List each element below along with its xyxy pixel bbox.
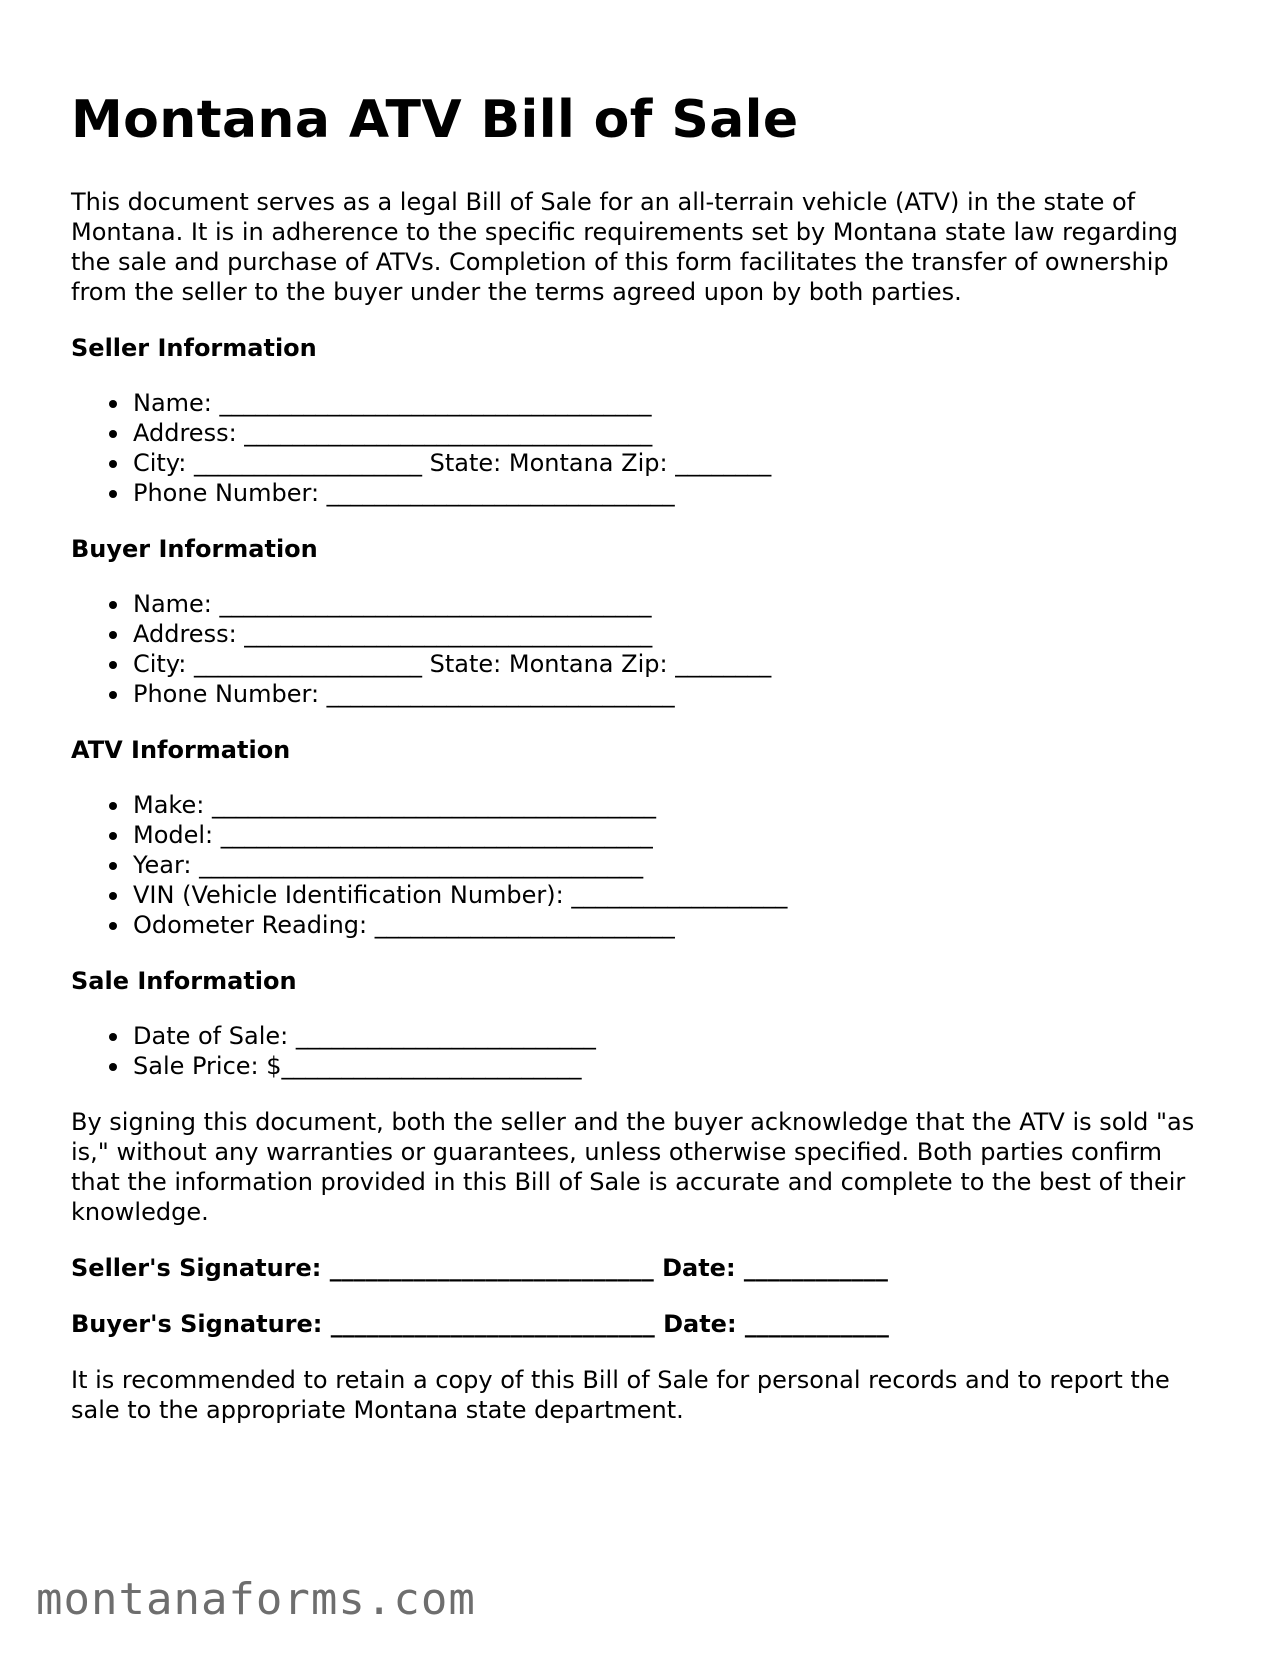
- sale-section-heading: Sale Information: [71, 967, 297, 995]
- intro-paragraph: This document serves as a legal Bill of Sale for an all-terrain vehicle (ATV) in the state of Montana. It is in adherence to the specific requirements set by Montana state law regarding the sale and purchase of ATVs. Completion of this form facilitates the transfer of ownership from the seller to the buyer under the terms agreed upon by both parties.: [71, 188, 1178, 306]
- sale-fields-list: [71, 1021, 1211, 1081]
- seller-signature-line: Seller's Signature: ___________________________ Date: ____________: [71, 1254, 888, 1282]
- atv-odometer-field: Odometer Reading: _________________________: [133, 910, 1211, 940]
- closing-paragraph: It is recommended to retain a copy of this Bill of Sale for personal records and to report the sale to the appropriate Montana state department.: [71, 1366, 1170, 1424]
- atv-section-heading: ATV Information: [71, 736, 291, 764]
- buyer-section-heading: Buyer Information: [71, 535, 318, 563]
- sale-price-field: Sale Price: $_________________________: [133, 1051, 1211, 1081]
- page-title: Montana ATV Bill of Sale: [71, 90, 799, 150]
- seller-section-heading: Seller Information: [71, 334, 317, 362]
- sale-date-field: Date of Sale: _________________________: [133, 1021, 1211, 1051]
- watermark: montanaforms.com: [36, 1574, 476, 1625]
- atv-make-field: Make: _____________________________________: [133, 790, 1211, 820]
- buyer-address-field: Address: __________________________________: [133, 619, 1211, 649]
- buyer-signature-line: Buyer's Signature: ___________________________ Date: ____________: [71, 1310, 889, 1338]
- buyer-city-state-zip-field: City: ___________________ State: Montana Zip: ________: [133, 649, 1211, 679]
- atv-year-field: Year: _____________________________________: [133, 850, 1211, 880]
- atv-fields-list: [71, 790, 1211, 940]
- atv-model-field: Model: ____________________________________: [133, 820, 1211, 850]
- seller-fields-list: [71, 388, 1211, 508]
- seller-city-state-zip-field: City: ___________________ State: Montana Zip: ________: [133, 448, 1211, 478]
- atv-vin-field: VIN (Vehicle Identification Number): __________________: [133, 880, 1211, 910]
- buyer-fields-list: [71, 589, 1211, 709]
- buyer-phone-field: Phone Number: _____________________________: [133, 679, 1211, 709]
- seller-name-field: Name: ____________________________________: [133, 388, 1211, 418]
- buyer-name-field: Name: ____________________________________: [133, 589, 1211, 619]
- seller-phone-field: Phone Number: _____________________________: [133, 478, 1211, 508]
- bill-of-sale-document: [71, 84, 1211, 1425]
- acknowledgement-paragraph: By signing this document, both the seller and the buyer acknowledge that the ATV is sold "as is," without any warranties or guarantees, unless otherwise specified. Both parties confirm that the information provided in this Bill of Sale is accurate and complete to the best of their knowledge.: [71, 1108, 1195, 1226]
- seller-address-field: Address: __________________________________: [133, 418, 1211, 448]
